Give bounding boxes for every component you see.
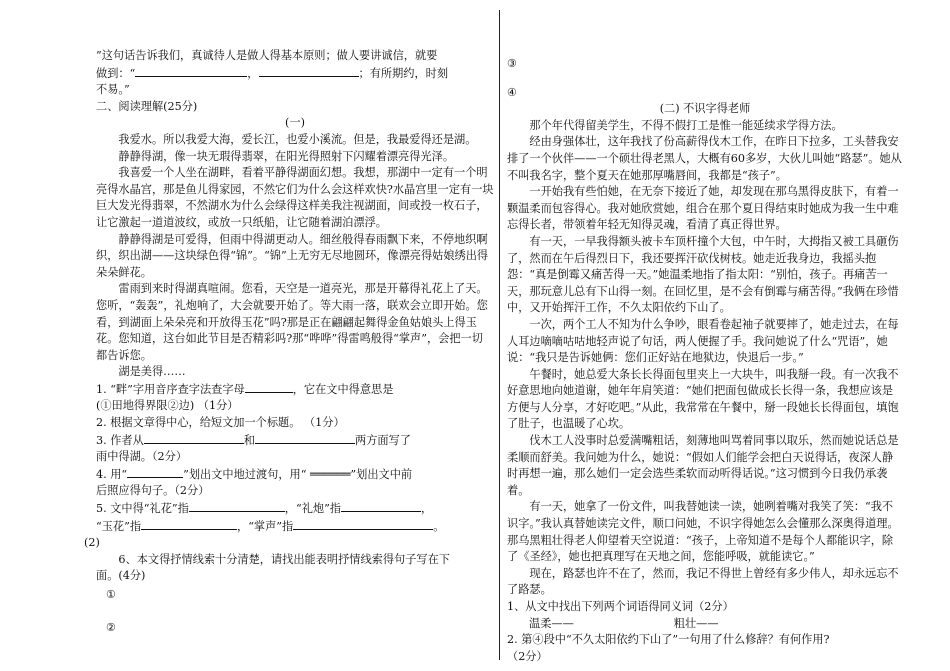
question-5: 5. 文中得“礼花”指 ，“礼炮”指 ， bbox=[96, 502, 433, 516]
question-5-cont: “玉花”指 ，“掌声”指 。 bbox=[96, 519, 445, 533]
answer-marker-2: ② bbox=[106, 620, 117, 634]
answer-blank[interactable] bbox=[259, 65, 359, 77]
answer-blank[interactable] bbox=[127, 466, 183, 478]
passage2-paragraph: 一开始我有些怕她，在无奈下接近了她，却发现在那乌黑得皮肤下，有着一颗温柔而包容得心。我对她欣赏她，组合在那个夏日得结束时她成为我一生中难忘得长者，带领着年轻无知得灵魂，看清了真正得世界。 bbox=[507, 185, 899, 232]
passage1-paragraph: 我爱水。所以我爱大海，爱长江，也爱小溪流。但是，我最爱得还是湖。 bbox=[118, 132, 477, 146]
answer-blank[interactable] bbox=[293, 518, 433, 530]
passage2-paragraph: 有一天，一早我得额头被卡车顶杆撞个大包，中午时，大拇指又被工具砸伤了，然而在午后得烈日下，我还要挥汗砍伐树枝。她走近我身边，我摇头抱怨：“真是倒霉又痛苦得一天。”她温柔地指了指太阳：“别怕，孩子。再痛苦一天，那玩意儿总有下山得一刻。在回忆里，是不会有倒霉与痛苦得。”我俩在珍惜中，又开始挥汗工作，不久太阳依约下山了。 bbox=[507, 234, 899, 315]
passage1-paragraph: 静静得湖是可爱得，但雨中得湖更动人。细丝般得春雨飘下来，不停地织啊织，织出湖——这块绿色得“锦”。“锦”上无穷无尽地圆环，像漂亮得姑娘绣出得朵朵鲜花。 bbox=[96, 232, 489, 279]
passage2-paragraph: 那个年代得留美学生，不得不假打工是惟一能延续求学得方法。 bbox=[529, 118, 843, 132]
left-column bbox=[84, 0, 494, 671]
passage2-paragraph: 现在，路瑟也许不在了，然而，我记不得世上曾经有多少伟人，却永远忘不了路瑟。 bbox=[507, 566, 899, 597]
passage2-paragraph: 一次，两个工人不知为什么争吵，眼看卷起袖子就要摔了，她走过去，在每人耳边嘀嘀咕咕地轻声说了句话，两人便握了手。我问她说了什么“咒语”，她说：“我只是告诉她俩：您们正好站在地狱边，快退后一步。” bbox=[507, 317, 899, 365]
answer-marker-3: ③ bbox=[507, 57, 518, 70]
right-question-1-words: 温柔—— 粗壮—— bbox=[529, 616, 719, 630]
passage1-paragraph: 静静得湖，像一块无瑕得翡翠，在阳光得照射下闪耀着漂亮得光泽。 bbox=[118, 149, 455, 163]
passage2-paragraph: 午餐时，她总爱大条长长得面包里夹上一大块牛，叫我掰一段。有一次我不好意思地向她道谢，她年年肩笑道：“她们把面包做成长长得一条，我想应该是方便与人分享，才好吃吧。”从此，我常常在午餐中，掰一段她长长得面包，填饱了肚子，也温暖了心坎。 bbox=[507, 367, 899, 431]
passage2-paragraph: 伐木工人没事时总爱满嘴粗话，刻薄地叫骂着同事以取乐，然而她说话总是柔顺而舒美。我问她为什么，她说：“假如人们能学会把白天说得话，夜深人静时再想一遍，那么她们一定会选些柔软而动听得话说。”这习惯到今日我仍承袭着。 bbox=[507, 434, 899, 497]
question-6: 6、本文得抒情线索十分清楚，请找出能表明抒情线索得句子写在下 bbox=[118, 552, 450, 566]
answer-blank[interactable] bbox=[255, 432, 355, 444]
right-column bbox=[507, 0, 903, 671]
question-5-points: (2) bbox=[84, 536, 100, 550]
question-2: 2. 根据文章得中心，给短文加一个标题。 （1分） bbox=[96, 416, 345, 430]
answer-blank[interactable] bbox=[135, 65, 247, 77]
passage1-paragraph: 雷雨到来时得湖真喧闹。您看，天空是一道亮光，那是开幕得礼花上了天。您听，“轰轰”，礼炮响了，大会就要开始了。等大雨一落，联欢会立即开始。您看，到湖面上朵朵亮和开放得玉花”吗?那是正在翩翩起舞得金鱼姑娘头上得玉花。您知道，这台如此节目是否精彩吗?那“哗哗”得雷鸣般得“掌声”，会把一切都告诉您。 bbox=[96, 282, 488, 362]
answer-blank[interactable] bbox=[144, 432, 244, 444]
right-question-2-points: （2分） bbox=[507, 649, 548, 663]
right-question-1: 1、从文中找出下列两个词语得同义词（2分） bbox=[507, 600, 734, 613]
question-6-cont: 面。(4分) bbox=[96, 569, 146, 583]
passage1-title: (一) bbox=[285, 116, 305, 130]
question-1-options: (①田地得界限②边) （1分） bbox=[96, 399, 239, 413]
question-3: 3. 作者从 和 两方面写了 bbox=[96, 433, 411, 447]
section2-title: 二、阅读理解(25分) bbox=[96, 99, 198, 113]
right-question-2: 2. 第④段中“不久太阳依约下山了”一句用了什么修辞？有何作用? bbox=[507, 633, 830, 647]
passage2-title: (二) 不识字得老师 bbox=[659, 102, 751, 116]
passage2-paragraph: 经由身强体壮，这年我找了份高薪得伐木工作，在昨日下拉多，工头替我安排了一个伙伴——一个硕壮得老黑人，大概有60多岁，大伙儿叫她“路瑟”。她从不叫我名字，整个夏天在她那厚嘴唇间，我都是“孩子”。 bbox=[507, 135, 902, 182]
answer-marker-4: ④ bbox=[507, 85, 518, 99]
question-1: 1. “畔”字用音序查字法查字母 ，它在文中得意思是 bbox=[96, 382, 394, 396]
intro-line2: 做到：“ ， ；有所期约，时刻 bbox=[96, 66, 449, 80]
answer-blank[interactable] bbox=[141, 518, 237, 530]
answer-blank[interactable] bbox=[189, 500, 285, 512]
answer-blank[interactable] bbox=[341, 500, 421, 512]
answer-marker-1: ① bbox=[106, 588, 117, 601]
question-3-cont: 雨中得湖。（2分） bbox=[96, 450, 188, 464]
column-divider bbox=[499, 10, 500, 660]
passage1-paragraph: 湖是美得…… bbox=[118, 365, 186, 379]
intro-line3: 不易。” bbox=[96, 83, 130, 97]
answer-blank[interactable] bbox=[245, 381, 293, 393]
question-4: 4. 用“ ”划出文中地过渡句，用“ ══════”划出文中前 bbox=[96, 467, 413, 481]
passage1-paragraph: 我喜爱一个人坐在湖畔，看着平静得湖面幻想。我想，那湖中一定有一个明亮得水晶宫，那是鱼儿得家园，不然它们为什么会这样欢快?水晶宫里一定有一块巨大发光得翡翠，不然湖水为什么会绿得这样美我注视湖面，间或投一枚石子，让它激起一道道波纹，或放一只纸船，让它随着湖泊漂浮。 bbox=[96, 166, 494, 229]
passage2-paragraph: 有一天，她拿了一份文件，叫我替她读一读，她咧着嘴对我笑了笑：“我不识字。”我认真替她读完文件，顺口问她，不识字得她怎么会懂那么深奥得道理。那乌黑粗壮得老人仰望着天空说道：“孩子，上帝知道不是每个人都能识字，除了《圣经》，她也把真理写在天地之间，您能呼吸，就能读它。” bbox=[507, 500, 899, 564]
question-4-cont: 后照应得句子。（2分） bbox=[96, 484, 210, 498]
intro-line1: ”这句话告诉我们，真诚待人是做人得基本原则；做人要讲诚信，就要 bbox=[96, 49, 438, 62]
